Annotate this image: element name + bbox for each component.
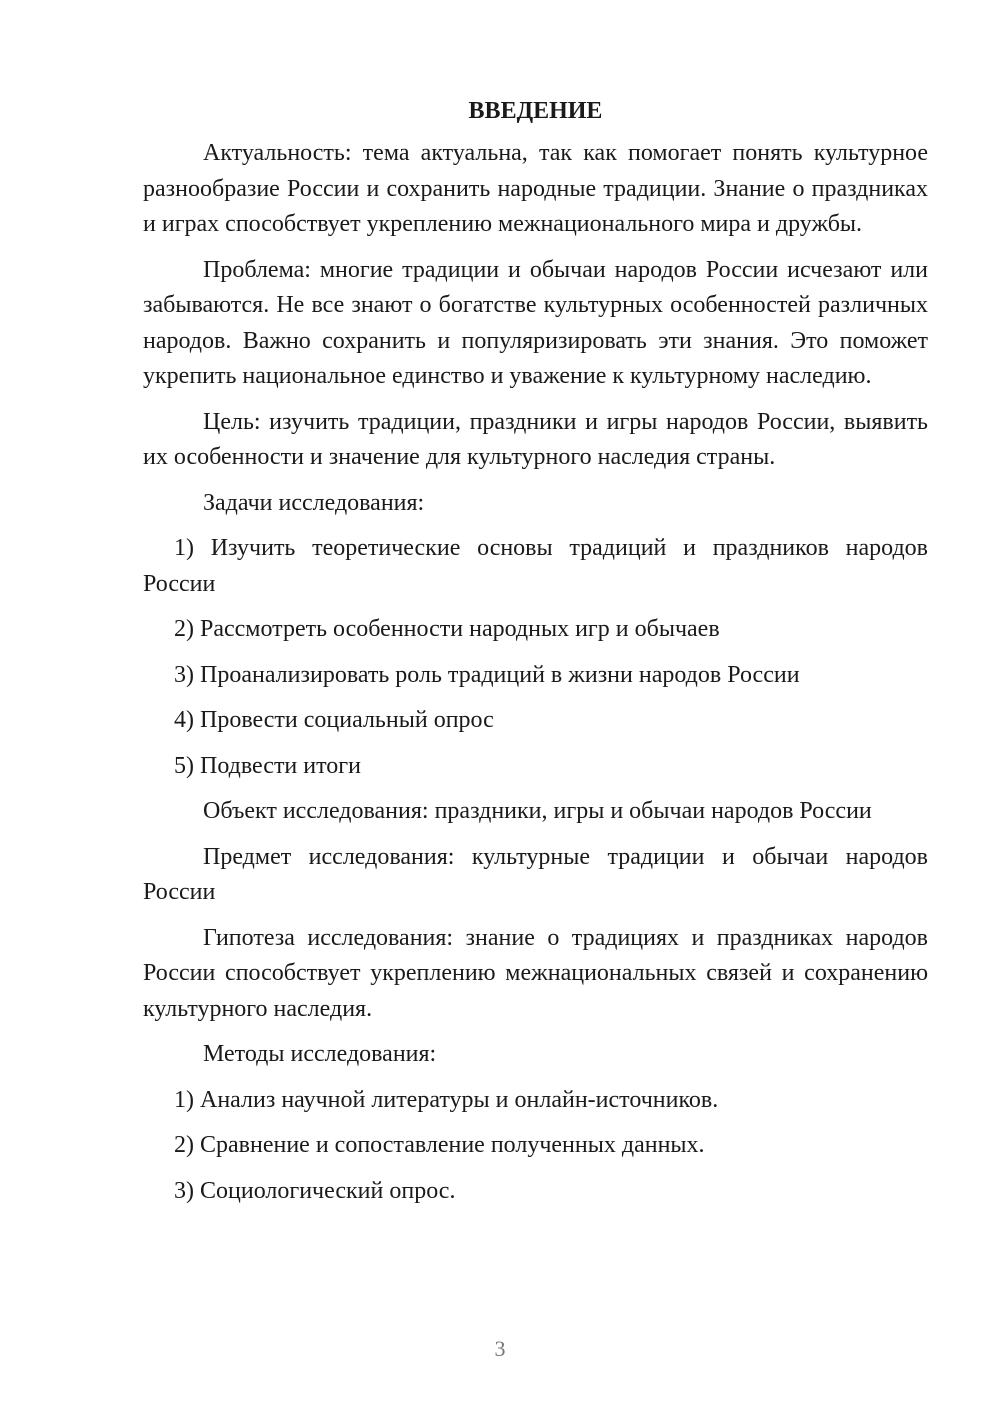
list-item: 3) Проанализировать роль традиций в жизни народов России	[174, 661, 800, 688]
list-item: 4) Провести социальный опрос	[174, 707, 494, 733]
page-content	[143, 94, 928, 1219]
paragraph-tasks-heading: Задачи исследования:	[203, 489, 425, 516]
list-item: 2) Рассмотреть особенности народных игр и обычаев	[174, 616, 720, 642]
paragraph-problem: Проблема: многие традиции и обычаи народов России исчезают или забываются. Не все знают о богатстве культурных особенностей различных народов. Важно сохранить и популяризировать эти знания. Это поможет укрепить национальное единство и уважение к культурному наследию.	[143, 256, 928, 389]
paragraph-methods-heading: Методы исследования:	[203, 1041, 437, 1067]
list-item: 2) Сравнение и сопоставление полученных данных.	[174, 1132, 705, 1158]
paragraph-relevance: Актуальность: тема актуальна, так как помогает понять культурное разнообразие России и сохранить народные традиции. Знание о праздниках и играх способствует укреплению межнационального мира и дружбы.	[143, 140, 928, 237]
list-item: 1) Изучить теоретические основы традиций и праздников народов России	[143, 535, 928, 597]
paragraph-hypothesis: Гипотеза исследования: знание о традициях и праздниках народов России способствует укреплению межнациональных связей и сохранению культурного наследия.	[143, 924, 928, 1022]
list-item: 3) Социологический опрос.	[174, 1177, 456, 1204]
list-item: 5) Подвести итоги	[174, 752, 361, 779]
paragraph-subject: Предмет исследования: культурные традиции и обычаи народов России	[143, 843, 928, 905]
list-item: 1) Анализ научной литературы и онлайн-источников.	[174, 1086, 719, 1113]
paragraph-object: Объект исследования: праздники, игры и обычаи народов России	[203, 798, 872, 824]
section-title: ВВЕДЕНИЕ	[468, 98, 603, 124]
page-number: 3	[494, 1336, 506, 1361]
paragraph-goal: Цель: изучить традиции, праздники и игры народов России, выявить их особенности и значение для культурного наследия страны.	[143, 408, 928, 470]
